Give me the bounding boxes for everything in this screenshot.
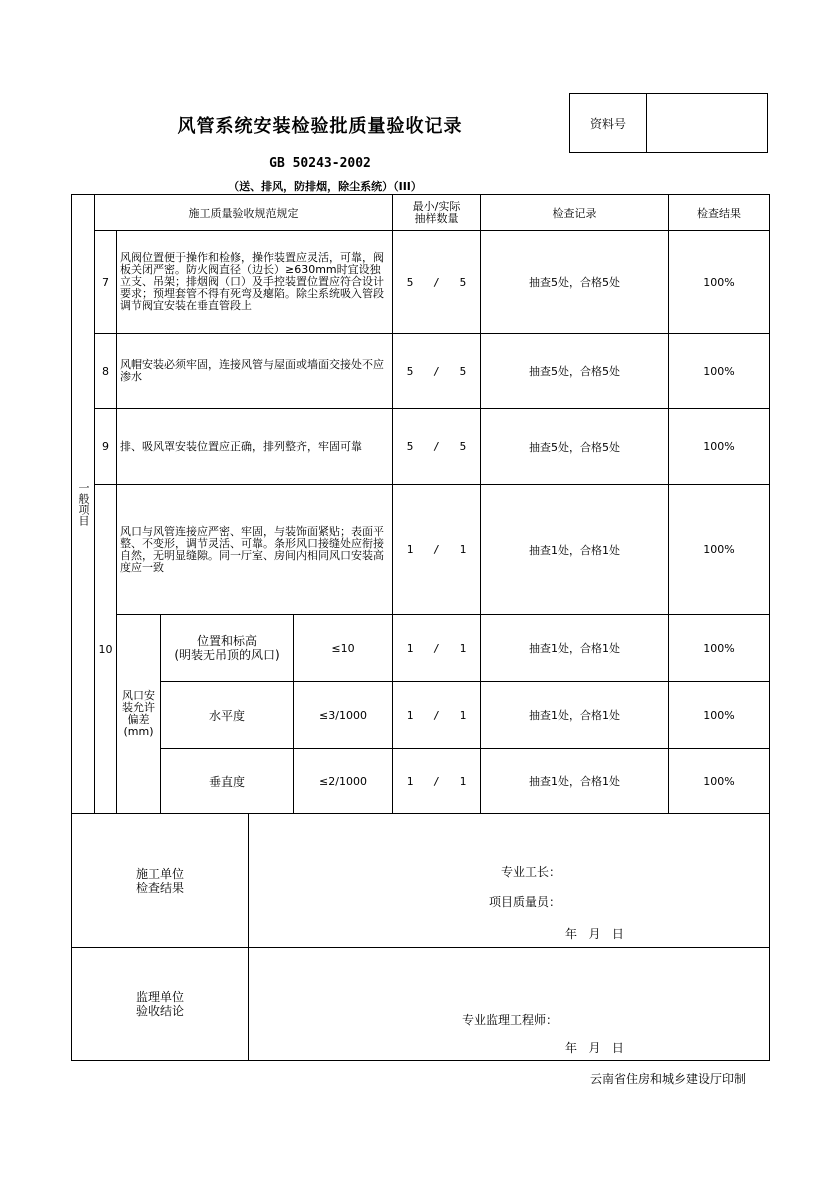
row-record: 抽查1处，合格1处 (481, 485, 669, 615)
tolerance-limit: ≤10 (294, 615, 393, 682)
signature-table (71, 813, 770, 1061)
row-number: 7 (95, 231, 117, 334)
subtitle: （送、排风，防排烟，除尘系统）（III） (228, 180, 422, 193)
document-number-label: 资料号 (570, 94, 647, 152)
row-sample: 5 / 5 (393, 409, 481, 485)
document-number-field[interactable] (647, 94, 767, 152)
row-result: 100% (669, 485, 770, 615)
table-row (72, 334, 770, 409)
row-result: 100% (669, 749, 770, 814)
row-spec-text: 风帽安装必须牢固，连接风管与屋面或墙面交接处不应渗水 (117, 334, 393, 409)
tolerance-item: 位置和标高 (明装无吊顶的风口) (161, 615, 294, 682)
tolerance-item: 垂直度 (161, 749, 294, 814)
construction-label: 施工单位 检查结果 (72, 814, 249, 948)
sample-min: 1 (406, 708, 414, 722)
row-record: 抽查5处，合格5处 (481, 231, 669, 334)
inspection-table (71, 194, 770, 814)
row-record: 抽查1处，合格1处 (481, 682, 669, 749)
tolerance-row (72, 615, 770, 682)
header-result: 检查结果 (669, 195, 770, 231)
row-spec-text: 风口与风管连接应严密、牢固，与装饰面紧贴；表面平整、不变形，调节灵活、可靠。条形风口接缝处应衔接自然，无明显缝隙。同一厅室、房间内相同风口安装高度应一致 (117, 485, 393, 615)
sample-actual: 1 (459, 708, 467, 722)
category-label: 一般项目 (77, 482, 90, 526)
row-sample: 5 / 5 (393, 334, 481, 409)
table-row (72, 231, 770, 334)
supervisor-label: 专业监理工程师： (462, 1013, 559, 1027)
sample-min: 1 (406, 543, 414, 556)
tolerance-limit: ≤3/1000 (294, 682, 393, 749)
page-title: 风管系统安装检验批质量验收记录 (177, 116, 463, 137)
row-record: 抽查1处，合格1处 (481, 749, 669, 814)
date-line-supervision: 年 月 日 (565, 1041, 624, 1055)
document-number-box (569, 93, 768, 153)
row-record: 抽查5处，合格5处 (481, 334, 669, 409)
row-result: 100% (669, 682, 770, 749)
row-number: 10 (95, 485, 117, 814)
table-row (72, 485, 770, 615)
row-spec-text: 风阀位置便于操作和检修，操作装置应灵活，可靠，阀板关闭严密。防火阀直径（边长）≥630mm时宜设独立支、吊架；排烟阀（口）及手控装置位置应符合设计要求；预埋套管不得有死弯及瘪陷。除尘系统吸入管段调节阀宜安装在垂直管段上 (117, 231, 393, 334)
row-record: 抽查5处，合格5处 (481, 409, 669, 485)
row-sample: 1 / 1 (393, 485, 481, 615)
row-number: 8 (95, 334, 117, 409)
sample-actual: 1 (459, 641, 467, 655)
row-result: 100% (669, 231, 770, 334)
header-spec: 施工质量验收规范规定 (95, 195, 393, 231)
sample-actual: 1 (459, 774, 467, 788)
row-number: 9 (95, 409, 117, 485)
supervision-label: 监理单位 验收结论 (72, 948, 249, 1061)
quality-inspector-label: 项目质量员： (489, 895, 562, 909)
sample-min: 1 (406, 774, 414, 788)
sample-actual: 5 (459, 440, 467, 453)
sample-actual: 5 (459, 364, 467, 378)
construction-signature-area[interactable] (249, 814, 770, 948)
row-record: 抽查1处，合格1处 (481, 615, 669, 682)
row-sample: 5 / 5 (393, 231, 481, 334)
tolerance-row (72, 682, 770, 749)
sample-min: 5 (406, 275, 414, 289)
header-sample-line2: 抽样数量 (414, 211, 459, 225)
tolerance-limit: ≤2/1000 (294, 749, 393, 814)
header-sample (393, 195, 481, 231)
sample-min: 5 (406, 440, 414, 453)
header-sample-line1: 最小/实际 (412, 199, 461, 213)
table-row (72, 409, 770, 485)
tolerance-row (72, 749, 770, 814)
row-sample: 1 / 1 (393, 615, 481, 682)
standard-code: GB 50243-2002 (269, 156, 371, 171)
row-sample: 1 / 1 (393, 749, 481, 814)
row-result: 100% (669, 334, 770, 409)
supervision-signature-area[interactable] (249, 948, 770, 1061)
row-result: 100% (669, 409, 770, 485)
row-result: 100% (669, 615, 770, 682)
sample-actual: 1 (459, 543, 467, 556)
header-row (72, 195, 770, 231)
sample-min: 5 (406, 364, 414, 378)
date-line-construction: 年 月 日 (565, 927, 624, 941)
sample-min: 1 (406, 641, 414, 655)
foreman-label: 专业工长： (501, 865, 562, 879)
header-record: 检查记录 (481, 195, 669, 231)
printer-credit: 云南省住房和城乡建设厅印制 (590, 1072, 747, 1086)
row-sample: 1 / 1 (393, 682, 481, 749)
tolerance-group-label: 风口安装允许偏差(mm) (117, 615, 161, 814)
category-cell (72, 195, 95, 814)
row-spec-text: 排、吸风罩安装位置应正确，排列整齐，牢固可靠 (117, 409, 393, 485)
tolerance-item: 水平度 (161, 682, 294, 749)
sample-actual: 5 (459, 275, 467, 289)
